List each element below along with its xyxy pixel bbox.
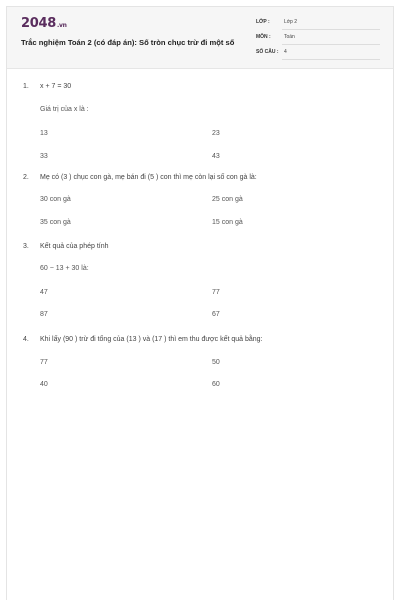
question-text: x + 7 = 30 — [40, 83, 72, 90]
question-3 — [23, 243, 383, 323]
meta-subject-value: Toán — [284, 34, 295, 40]
question-subtext: 60 − 13 + 30 là: — [40, 265, 89, 272]
meta-divider — [282, 44, 380, 45]
meta-count-label: SỐ CÂU : — [256, 49, 279, 55]
meta-divider — [282, 29, 380, 30]
answer-option[interactable]: 30 con gà — [40, 196, 71, 203]
answer-option[interactable]: 23 — [212, 130, 220, 137]
meta-class-label: LỚP : — [256, 19, 270, 25]
question-text: Khi lấy (90 ) trừ đi tổng của (13 ) và (17 ) thì em thu được kết quả bằng: — [40, 336, 263, 343]
answer-option[interactable]: 25 con gà — [212, 196, 243, 203]
quiz-header — [7, 7, 393, 69]
meta-class-row — [256, 16, 380, 30]
logo-text: 2048 — [21, 16, 56, 31]
meta-subject-row — [256, 31, 380, 45]
question-number: 4. — [23, 336, 29, 343]
answer-option[interactable]: 67 — [212, 311, 220, 318]
quiz-page — [6, 6, 394, 600]
question-text: Mẹ có (3 ) chục con gà, mẹ bán đi (5 ) con thì mẹ còn lại số con gà là: — [40, 174, 257, 181]
answer-option[interactable]: 47 — [40, 289, 48, 296]
meta-subject-label: MÔN : — [256, 34, 271, 40]
answer-option[interactable]: 87 — [40, 311, 48, 318]
answer-option[interactable]: 13 — [40, 130, 48, 137]
question-text: Kết quả của phép tính — [40, 243, 109, 250]
meta-divider — [282, 59, 380, 60]
answer-option[interactable]: 50 — [212, 359, 220, 366]
answer-option[interactable]: 35 con gà — [40, 219, 71, 226]
question-1 — [23, 83, 383, 163]
question-subtext: Giá trị của x là : — [40, 106, 89, 113]
question-number: 1. — [23, 83, 29, 90]
question-4 — [23, 336, 383, 396]
answer-option[interactable]: 77 — [40, 359, 48, 366]
site-logo[interactable] — [21, 16, 67, 31]
logo-suffix: .vn — [56, 22, 67, 29]
question-2 — [23, 174, 383, 234]
question-number: 3. — [23, 243, 29, 250]
meta-count-row — [256, 46, 380, 60]
page-title: Trắc nghiệm Toán 2 (có đáp án): Số tròn chục trừ đi một số — [21, 38, 235, 47]
question-number: 2. — [23, 174, 29, 181]
meta-class-value: Lớp 2 — [284, 19, 298, 25]
answer-option[interactable]: 33 — [40, 153, 48, 160]
meta-count-value: 4 — [284, 49, 287, 55]
answer-option[interactable]: 77 — [212, 289, 220, 296]
answer-option[interactable]: 60 — [212, 381, 220, 388]
answer-option[interactable]: 43 — [212, 153, 220, 160]
answer-option[interactable]: 15 con gà — [212, 219, 243, 226]
answer-option[interactable]: 40 — [40, 381, 48, 388]
